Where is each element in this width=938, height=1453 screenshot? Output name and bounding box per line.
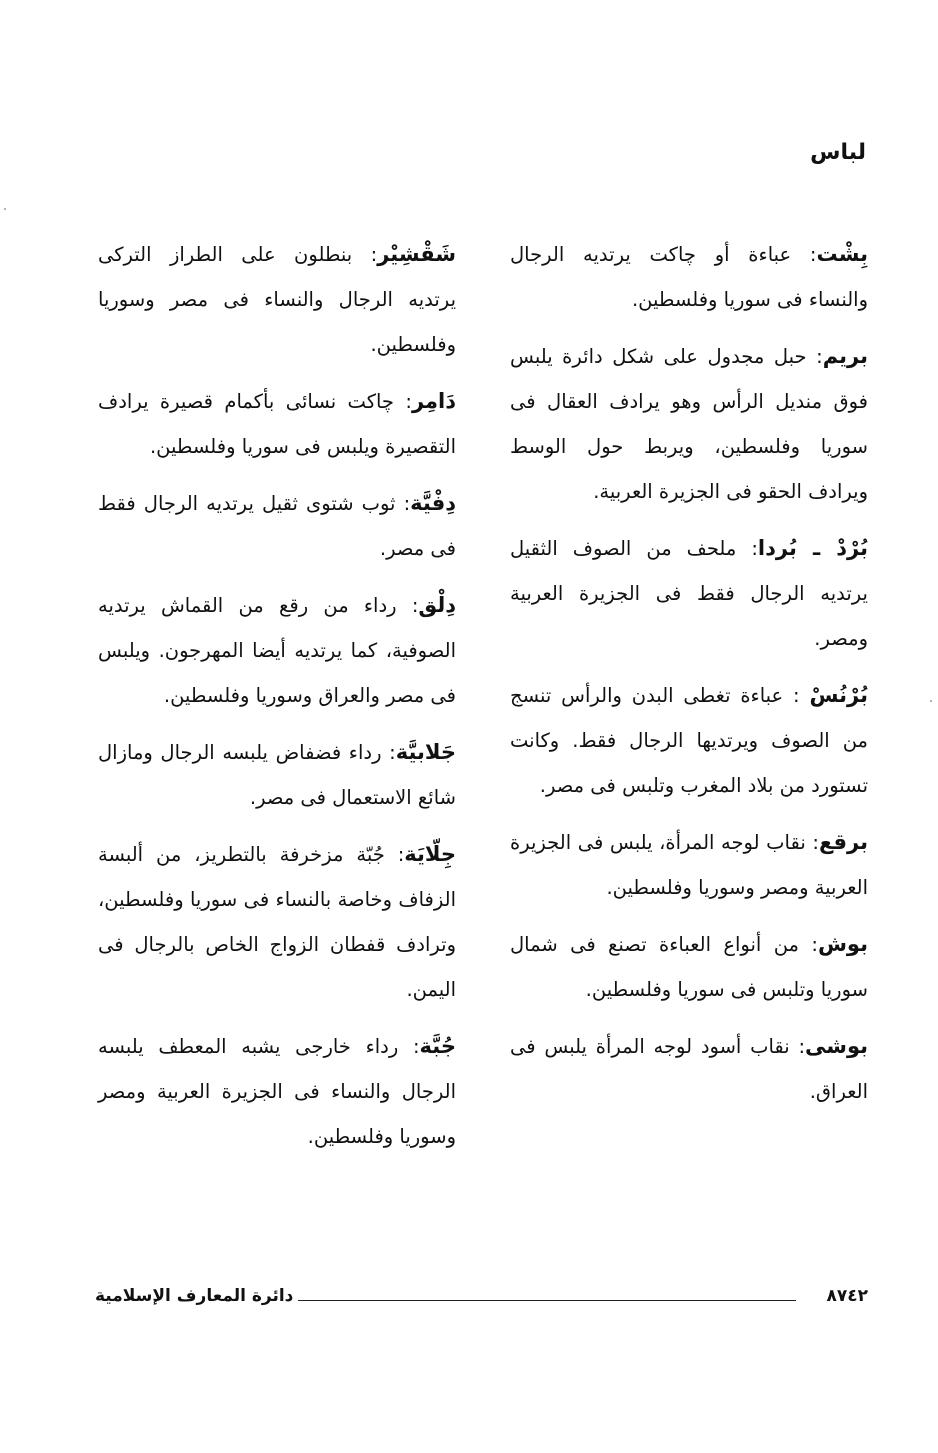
entry-term: بِشْت [816, 242, 868, 266]
entry-separator: : [393, 390, 412, 413]
entry-definition: چاكت نسائى بأكمام قصيرة يرادف التقصيرة ويلبس فى سوريا وفلسطين. [98, 390, 456, 458]
entry-definition: نقاب أسود لوجه المرأة يلبس فى العراق. [510, 1035, 868, 1103]
glossary-entry [98, 232, 456, 367]
glossary-entry [98, 832, 456, 1012]
entry-definition: بنطلون على الطراز التركى يرتديه الرجال والنساء فى مصر وسوريا وفلسطين. [98, 243, 456, 356]
page-number: ٨٧٤٢ [826, 1286, 868, 1306]
entry-definition: عباءة أو چاكت يرتديه الرجال والنساء فى سوريا وفلسطين. [510, 243, 868, 311]
entry-separator: : [736, 537, 758, 560]
glossary-entry [510, 526, 868, 661]
entry-separator: : [395, 492, 411, 515]
entry-definition: حبل مجدول على شكل دائرة يلبس فوق منديل الرأس وهو يرادف العقال فى سوريا وفلسطين، ويربط حول الوسط ويرادف الحقو فى الجزيرة العربية. [510, 345, 868, 503]
entry-definition: ثوب شتوى ثقيل يرتديه الرجال فقط فى مصر. [98, 492, 456, 560]
glossary-entry [510, 922, 868, 1012]
entry-term: بريم [822, 344, 868, 368]
scan-speck [930, 700, 932, 702]
glossary-entry [98, 730, 456, 820]
glossary-column-left [98, 232, 456, 1171]
entry-separator: : [799, 933, 818, 956]
entry-term: دِلْق [418, 593, 456, 617]
footer-rule [298, 1300, 796, 1301]
entry-definition: جُبّة مزخرفة بالتطريز، من ألبسة الزفاف وخاصة بالنساء فى سوريا وفلسطين، وترادف قفطان الزواج الخاص بالرجال فى اليمن. [98, 843, 456, 1001]
entry-term: دَامِر [411, 389, 456, 413]
entry-separator: : [791, 243, 817, 266]
entry-term: بوشى [805, 1034, 868, 1058]
scan-speck [4, 208, 6, 210]
glossary-entry [510, 673, 868, 808]
glossary-entry [510, 334, 868, 514]
entry-definition: رداء فضفاض يلبسه الرجال ومازال شائع الاستعمال فى مصر. [98, 741, 456, 809]
glossary-entry [510, 232, 868, 322]
page-footer [0, 1286, 938, 1316]
entry-separator: : [783, 684, 810, 707]
entry-separator: : [381, 741, 396, 764]
entry-definition: عباءة تغطى البدن والرأس تنسج من الصوف ويرتديها الرجال فقط. وكانت تستورد من بلاد المغرب وتلبس فى مصر. [510, 684, 868, 797]
glossary-entry [98, 1024, 456, 1159]
entry-definition: نقاب لوجه المرأة، يلبس فى الجزيرة العربية ومصر وسوريا وفلسطين. [510, 831, 868, 899]
glossary-entry [98, 379, 456, 469]
entry-definition: من أنواع العباءة تصنع فى شمال سوريا وتلبس فى سوريا وفلسطين. [510, 933, 868, 1001]
glossary-entry [98, 583, 456, 718]
entry-term: بوش [817, 932, 868, 956]
entry-term: جُبَّة [419, 1034, 456, 1058]
running-title: لباس [810, 140, 866, 165]
entry-separator: : [398, 1035, 420, 1058]
entry-separator: : [806, 345, 823, 368]
glossary-entry [510, 820, 868, 910]
entry-separator: : [805, 831, 819, 854]
entry-term: بُرْدْ ـ بُردا [757, 536, 869, 560]
entry-term: جِلّايَة [404, 842, 456, 866]
entry-separator: : [352, 243, 378, 266]
entry-term: بُرْنُسْ [809, 683, 869, 707]
entry-definition: رداء من رقع من القماش يرتديه الصوفية، كما يرتديه أيضا المهرجون. ويلبس فى مصر والعراق وسوريا وفلسطين. [98, 594, 456, 707]
glossary-column-right [510, 232, 868, 1126]
entry-definition: ملحف من الصوف الثقيل يرتديه الرجال فقط فى الجزيرة العربية ومصر. [510, 537, 868, 650]
entry-separator: : [789, 1035, 806, 1058]
entry-separator: : [384, 843, 405, 866]
entry-term: دِفْيَّة [410, 491, 456, 515]
entry-term: جَلابيَّة [395, 740, 456, 764]
glossary-entry [510, 1024, 868, 1114]
entry-term: برقع [818, 830, 868, 854]
glossary-entry [98, 481, 456, 571]
entry-definition: رداء خارجى يشبه المعطف يلبسه الرجال والنساء فى الجزيرة العربية ومصر وسوريا وفلسطين. [98, 1035, 456, 1148]
entry-separator: : [396, 594, 419, 617]
publication-title: دائرة المعارف الإسلامية [95, 1286, 294, 1306]
entry-term: شَقْشِيْر [377, 242, 456, 266]
